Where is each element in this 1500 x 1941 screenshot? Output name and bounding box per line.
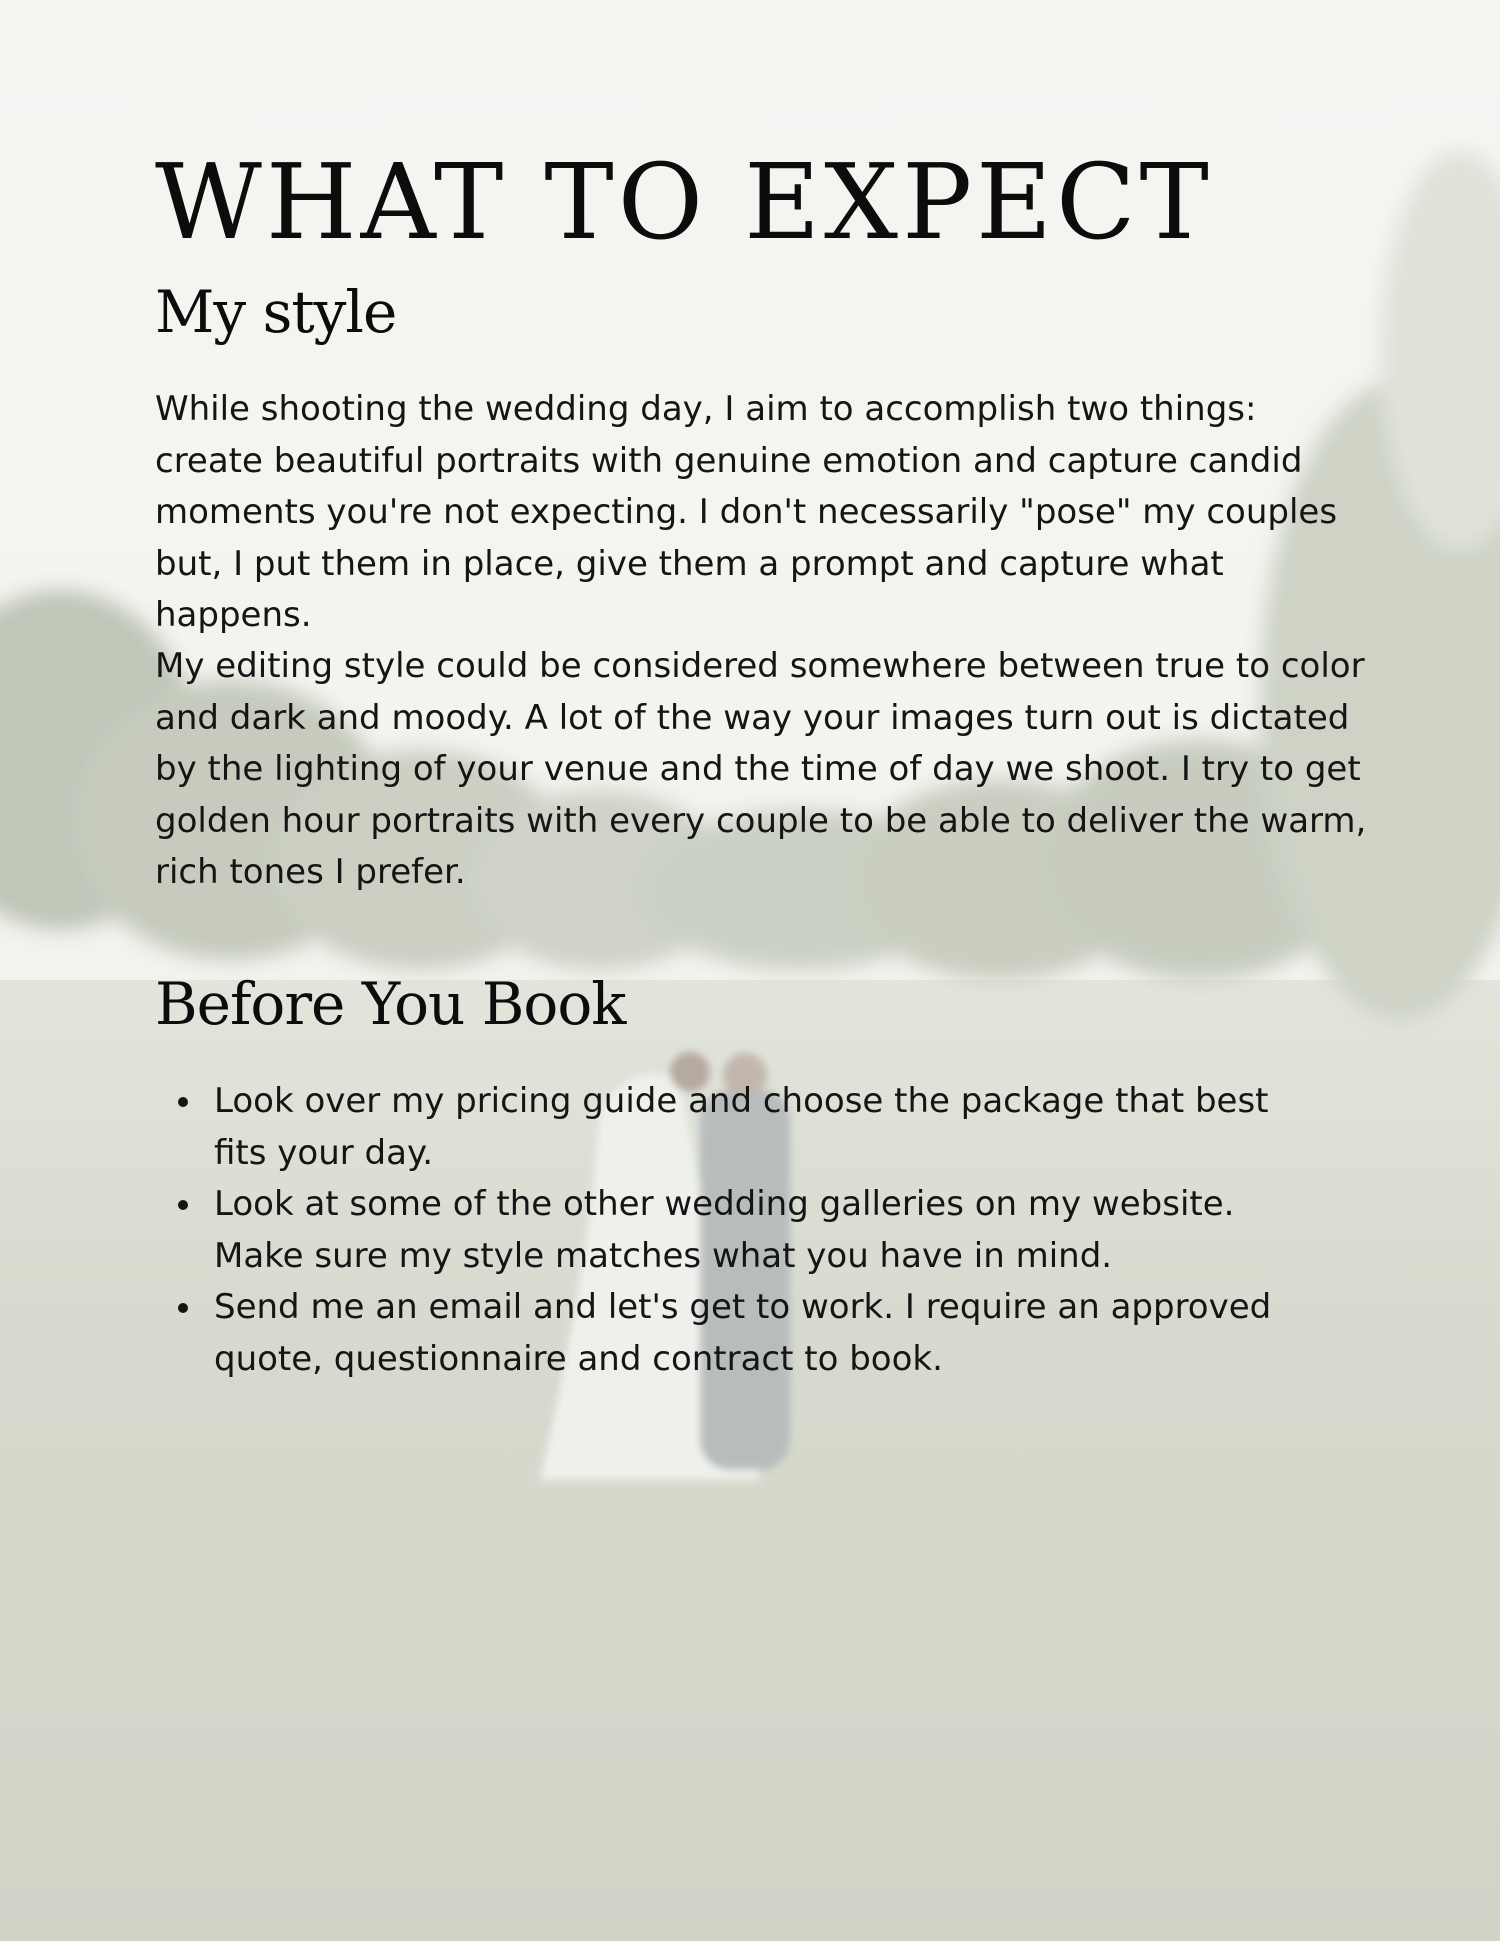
- list-item: [155, 1076, 1315, 1179]
- list-item-text: Look over my pricing guide and choose the package that best fits your day.: [214, 1081, 1269, 1173]
- section-heading-before-you-book: Before You Book: [155, 970, 626, 1038]
- editing-paragraph: My editing style could be considered somewhere between true to color and dark and moody. A lot of the way your images turn out is dictated by the lighting of your venue and the time of day we shoot. I try to get golden hour portraits with every couple to be able to deliver the warm, rich tones I prefer.: [155, 646, 1367, 893]
- bullet-icon: [178, 1200, 188, 1210]
- bullet-icon: [178, 1097, 188, 1107]
- before-you-book-list: [155, 1076, 1315, 1386]
- bullet-icon: [178, 1303, 188, 1313]
- page-title: WHAT TO EXPECT: [155, 141, 1213, 263]
- style-paragraph: While shooting the wedding day, I aim to accomplish two things: create beautiful portraits with genuine emotion and capture candid moments you're not expecting. I don't necessarily "pose" my couples but, I put them in place, give them a prompt and capture what happens.: [155, 389, 1338, 636]
- section-heading-my-style: My style: [155, 278, 397, 346]
- list-item: [155, 1282, 1315, 1385]
- list-item-text: Send me an email and let's get to work. I require an approved quote, questionnaire and contract to book.: [214, 1287, 1272, 1379]
- list-item-text: Look at some of the other wedding galleries on my website. Make sure my style matches what you have in mind.: [214, 1184, 1235, 1276]
- list-item: [155, 1179, 1315, 1282]
